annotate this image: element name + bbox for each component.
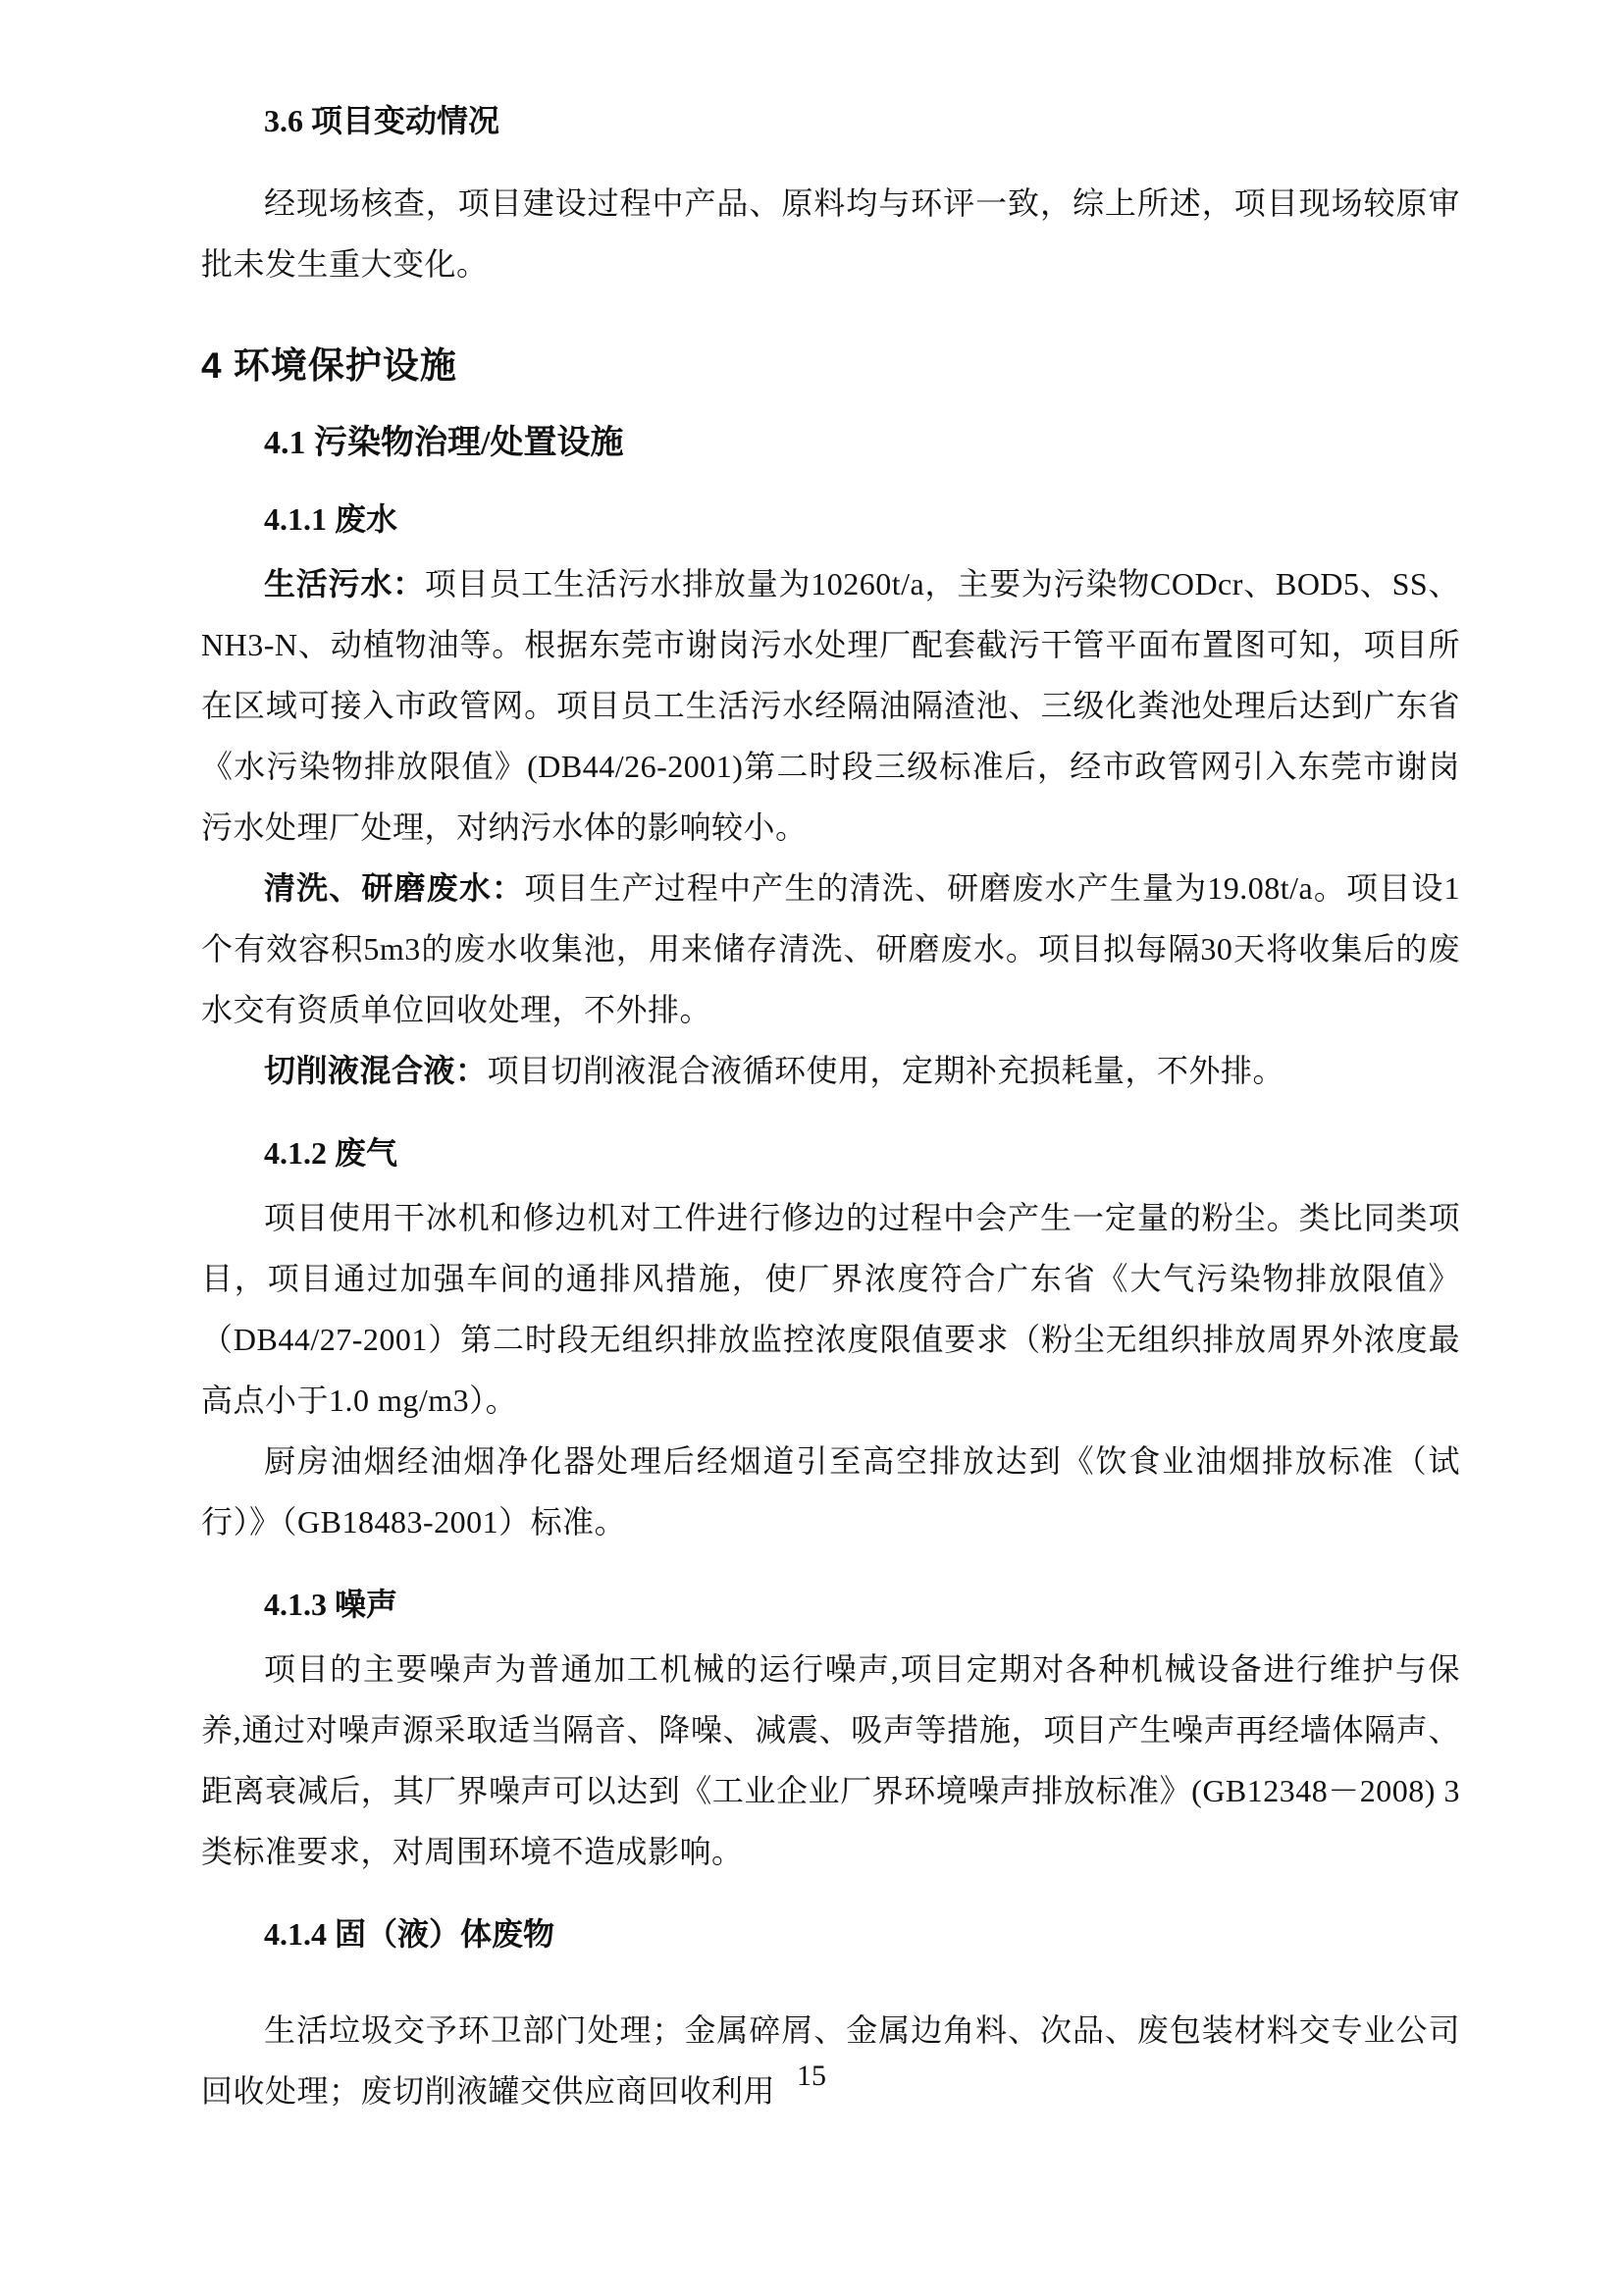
paragraph-lead-cutting-fluid: 切削液混合液：	[264, 1053, 488, 1088]
heading-4-1-1-wastewater: 4.1.1 废水	[264, 501, 398, 537]
paragraph-text-cleaning-grinding: 项目生产过程中产生的清洗、研磨废水产生量为19.08t/a。项目设1个有效容积5m3的废水收集池，用来储存清洗、研磨废水。项目拟每隔30天将收集后的废水交有资质单位回收处理，不外排。	[201, 870, 1460, 1027]
paragraph-lead-domestic-sewage: 生活污水：	[264, 566, 425, 601]
paragraph-dust-emission: 项目使用干冰机和修边机对工件进行修边的过程中会产生一定量的粉尘。类比同类项目，项目通过加强车间的通排风措施，使厂界浓度符合广东省《大气污染物排放限值》（DB44/27-2001）第二时段无组织排放监控浓度限值要求（粉尘无组织排放周界外浓度最高点小于1.0 mg/m3）。	[201, 1200, 1460, 1418]
paragraph-text-domestic-sewage: 项目员工生活污水排放量为10260t/a，主要为污染物CODcr、BOD5、SS、NH3-N、动植物油等。根据东莞市谢岗污水处理厂配套截污干管平面布置图可知，项目所在区域可接入市政管网。项目员工生活污水经隔油隔渣池、三级化粪池处理后达到广东省《水污染物排放限值》(DB44/26-2001)第二时段三级标准后，经市政管网引入东莞市谢岗污水处理厂处理，对纳污水体的影响较小。	[201, 566, 1460, 845]
paragraph-solid-waste: 生活垃圾交予环卫部门处理；金属碎屑、金属边角料、次品、废包装材料交专业公司回收处理；废切削液罐交供应商回收利用	[201, 2012, 1460, 2109]
heading-4-1-3-noise: 4.1.3 噪声	[264, 1587, 398, 1622]
paragraph-3-6: 经现场核查，项目建设过程中产品、原料均与环评一致，综上所述，项目现场较原审批未发生重大变化。	[201, 185, 1460, 282]
paragraph-cleaning-grinding-wastewater	[201, 858, 1460, 1040]
heading-4-environmental-protection-facilities: 4 环境保护设施	[201, 345, 457, 386]
paragraph-noise: 项目的主要噪声为普通加工机械的运行噪声,项目定期对各种机械设备进行维护与保养,通过对噪声源采取适当隔音、降噪、减震、吸声等措施，项目产生噪声再经墙体隔声、距离衰减后，其厂界噪声可以达到《工业企业厂界环境噪声排放标准》(GB12348－2008) 3类标准要求，对周围环境不造成影响。	[201, 1651, 1460, 1869]
heading-4-1-4-solid-liquid-waste: 4.1.4 固（液）体废物	[264, 1916, 555, 1952]
heading-3-6-project-changes: 3.6 项目变动情况	[264, 103, 500, 138]
heading-4-1-2-exhaust-gas: 4.1.2 废气	[264, 1135, 398, 1171]
page-content	[0, 98, 1623, 2121]
paragraph-text-cutting-fluid: 项目切削液混合液循环使用，定期补充损耗量，不外排。	[487, 1053, 1285, 1088]
heading-4-1-pollutant-treatment-facilities: 4.1 污染物治理/处置设施	[264, 425, 624, 461]
paragraph-kitchen-fume: 厨房油烟经油烟净化器处理后经烟道引至高空排放达到《饮食业油烟排放标准（试行）》（GB18483-2001）标准。	[201, 1443, 1460, 1539]
paragraph-domestic-sewage	[201, 553, 1460, 858]
paragraph-lead-cleaning-grinding: 清洗、研磨废水：	[264, 870, 525, 906]
paragraph-cutting-fluid	[201, 1040, 1460, 1101]
page-number: 15	[797, 2060, 826, 2092]
